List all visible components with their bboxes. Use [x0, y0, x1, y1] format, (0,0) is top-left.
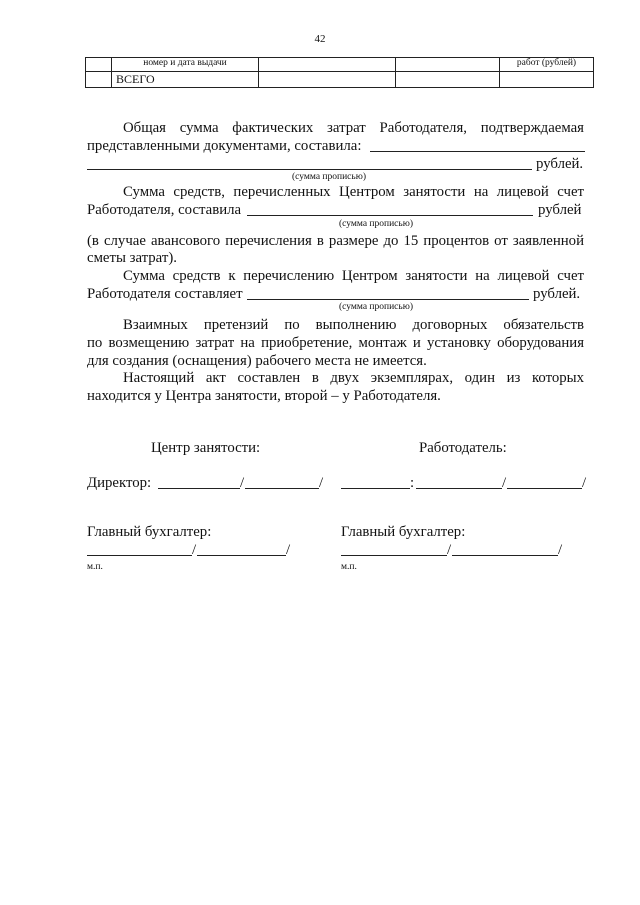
- signature-line: [341, 488, 410, 489]
- page-number: 42: [314, 33, 326, 45]
- table-cell: [86, 58, 112, 72]
- paragraph-no-claims-line2: по возмещению затрат на приобретение, монтаж и установку оборудования: [87, 335, 584, 351]
- signature-line: [158, 488, 240, 489]
- amount-in-words-caption: (сумма прописью): [292, 172, 366, 182]
- table-cell: [259, 72, 396, 88]
- signature-line: [416, 488, 502, 489]
- slash-separator: /: [319, 475, 324, 491]
- table-cell-issue-number-date: номер и дата выдачи: [112, 58, 259, 72]
- paragraph-total-costs-line1: Общая сумма фактических затрат Работодателя, подтверждаемая: [123, 120, 584, 136]
- paragraph-transferred-line2: Работодателя, составила: [87, 202, 242, 218]
- signature-line: [341, 555, 447, 556]
- slash-separator: /: [502, 475, 507, 491]
- table-cell: [86, 72, 112, 88]
- paragraph-to-transfer-line2: Работодателя составляет: [87, 286, 243, 302]
- stamp-place-left: м.п.: [87, 562, 103, 572]
- signature-line: [452, 555, 558, 556]
- chief-accountant-left-label: Главный бухгалтер:: [87, 524, 212, 540]
- colon-separator: :: [410, 475, 415, 491]
- paragraph-transferred-line1: Сумма средств, перечисленных Центром занятости на лицевой счет: [123, 184, 584, 200]
- table-row: [86, 58, 594, 72]
- paragraph-total-costs-line2: представленными документами, составила:: [87, 138, 362, 154]
- employment-center-heading: Центр занятости:: [151, 440, 261, 456]
- table-cell: [396, 72, 500, 88]
- table-cell: [396, 58, 500, 72]
- signature-line: [87, 555, 192, 556]
- amount-in-words-caption: (сумма прописью): [339, 219, 413, 229]
- paragraph-no-claims-line1: Взаимных претензий по выполнению договорных обязательств: [123, 317, 584, 333]
- paragraph-copies-line2: находится у Центра занятости, второй – у Работодателя.: [87, 388, 441, 404]
- paragraph-to-transfer-line1: Сумма средств к перечислению Центром занятости на лицевой счет: [123, 268, 584, 284]
- signature-line: [507, 488, 582, 489]
- rubles-label: рублей.: [533, 286, 581, 302]
- employer-heading: Работодатель:: [419, 440, 507, 456]
- slash-separator: /: [447, 542, 452, 558]
- table-cell: [259, 58, 396, 72]
- paragraph-copies-line1: Настоящий акт составлен в двух экземплярах, один из которых: [123, 370, 584, 386]
- slash-separator: /: [286, 542, 291, 558]
- slash-separator: /: [558, 542, 563, 558]
- slash-separator: /: [582, 475, 587, 491]
- amount-blank-line: [247, 299, 529, 300]
- paragraph-transferred-line3: (в случае авансового перечисления в размере до 15 процентов от заявленной: [87, 233, 584, 249]
- rubles-label: рублей.: [536, 156, 584, 172]
- chief-accountant-right-label: Главный бухгалтер:: [341, 524, 466, 540]
- amount-blank-line: [370, 151, 585, 152]
- amount-blank-line: [247, 215, 533, 216]
- table-cell: [500, 72, 594, 88]
- amount-blank-line: [87, 169, 532, 170]
- costs-table-fragment: [85, 57, 594, 88]
- paragraph-transferred-line4: сметы затрат).: [87, 250, 177, 266]
- slash-separator: /: [240, 475, 245, 491]
- signature-line: [245, 488, 319, 489]
- stamp-place-right: м.п.: [341, 562, 357, 572]
- table-cell-works-rubles: работ (рублей): [500, 58, 594, 72]
- paragraph-no-claims-line3: для создания (оснащения) рабочего места не имеется.: [87, 353, 427, 369]
- director-label: Директор:: [87, 475, 152, 491]
- signature-line: [197, 555, 286, 556]
- slash-separator: /: [192, 542, 197, 558]
- amount-in-words-caption: (сумма прописью): [339, 302, 413, 312]
- rubles-label: рублей: [538, 202, 582, 218]
- table-row: [86, 72, 594, 88]
- table-cell-total: ВСЕГО: [112, 72, 259, 88]
